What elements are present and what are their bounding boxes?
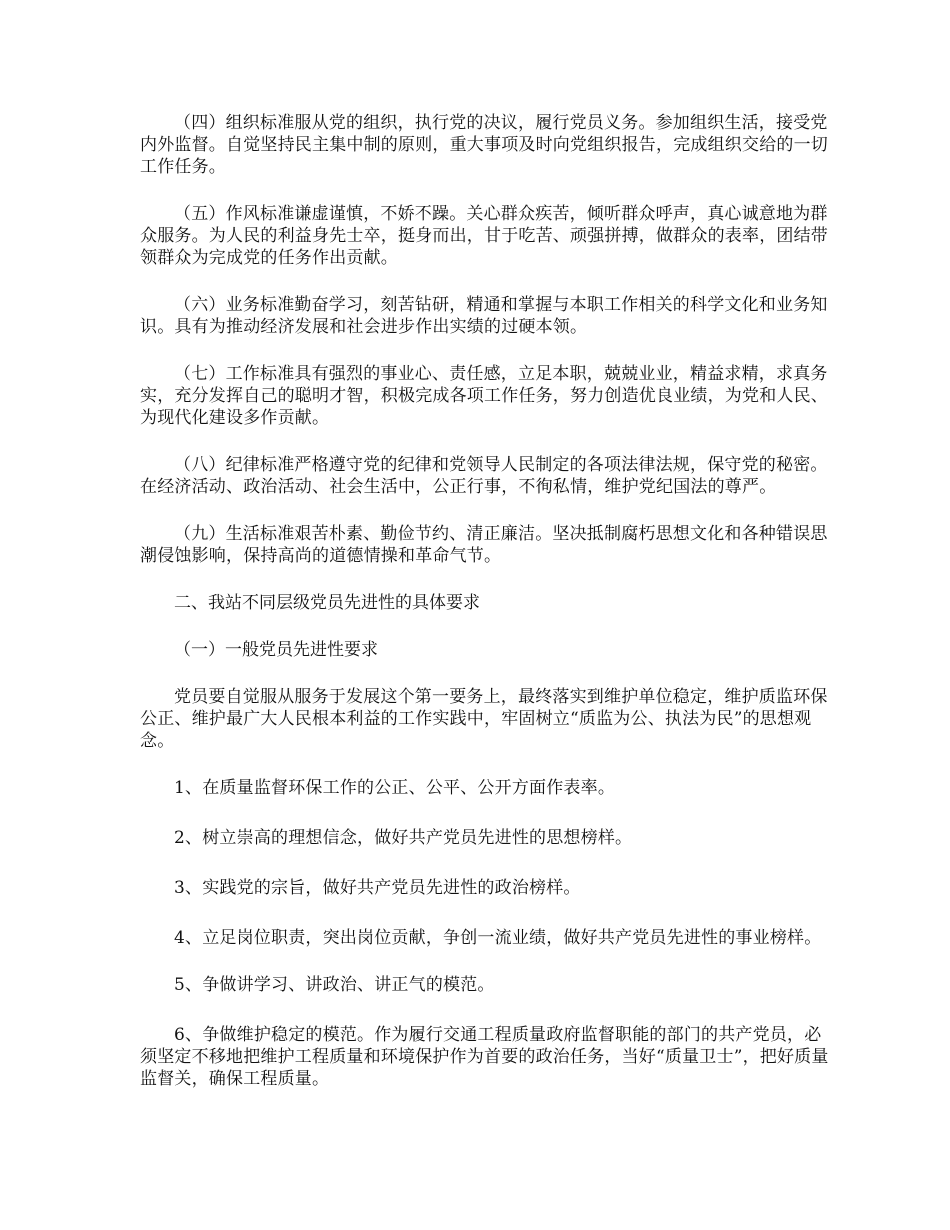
section-heading: 二、我站不同层级党员先进性的具体要求 bbox=[174, 593, 480, 613]
paragraph-life-standard: （九）生活标准艰苦朴素、勤俭节约、清正廉洁。坚决抵制腐朽思想文化和各种错误思潮侵蚀影响，保持高尚的道德情操和革命气节。 bbox=[140, 524, 828, 566]
paragraph-discipline-standard: （八）纪律标准严格遵守党的纪律和党领导人民制定的各项法律法规，保守党的秘密。在经济活动、政治活动、社会生活中，公正行事，不徇私情，维护党纪国法的尊严。 bbox=[140, 455, 828, 497]
document-body bbox=[140, 112, 830, 1115]
paragraph-style-standard: （五）作风标准谦虚谨慎，不娇不躁。关心群众疾苦，倾听群众呼声，真心诚意地为群众服务。为人民的利益身先士卒，挺身而出，甘于吃苦、顽强拼搏，做群众的表率，团结带领群众为完成党的任务作出贡献。 bbox=[140, 204, 828, 268]
paragraph-work-standard: （七）工作标准具有强烈的事业心、责任感，立足本职，兢兢业业，精益求精，求真务实，充分发挥自己的聪明才智，积极完成各项工作任务，努力创造优良业绩，为党和人民、为现代化建设多作贡献。 bbox=[140, 364, 828, 428]
paragraph-organization-standard: （四）组织标准服从党的组织，执行党的决议，履行党员义务。参加组织生活，接受党内外监督。自觉坚持民主集中制的原则，重大事项及时向党组织报告，完成组织交给的一切工作任务。 bbox=[140, 113, 828, 177]
list-item-5: 5、争做讲学习、讲政治、讲正气的模范。 bbox=[174, 975, 495, 995]
paragraph-business-standard: （六）业务标准勤奋学习，刻苦钻研，精通和掌握与本职工作相关的科学文化和业务知识。具有为推动经济发展和社会进步作出实绩的过硬本领。 bbox=[140, 295, 828, 337]
paragraph-general-requirement: 党员要自觉服从服务于发展这个第一要务上，最终落实到维护单位稳定，维护质监环保公正、维护最广大人民根本利益的工作实践中，牢固树立“质监为公、执法为民”的思想观念。 bbox=[140, 687, 828, 751]
list-item-3: 3、实践党的宗旨，做好共产党员先进性的政治榜样。 bbox=[174, 878, 581, 898]
list-item-6: 6、争做维护稳定的模范。作为履行交通工程质量政府监督职能的部门的共产党员，必须坚定不移地把维护工程质量和环境保护作为首要的政治任务，当好“质量卫士”，把好质量监督关，确保工程质量。 bbox=[140, 1025, 829, 1089]
subsection-heading: （一）一般党员先进性要求 bbox=[174, 640, 378, 660]
list-item-4: 4、立足岗位职责，突出岗位贡献，争创一流业绩，做好共产党员先进性的事业榜样。 bbox=[174, 928, 822, 948]
list-item-1: 1、在质量监督环保工作的公正、公平、公开方面作表率。 bbox=[174, 778, 616, 798]
list-item-2: 2、树立崇高的理想信念，做好共产党员先进性的思想榜样。 bbox=[174, 828, 633, 848]
